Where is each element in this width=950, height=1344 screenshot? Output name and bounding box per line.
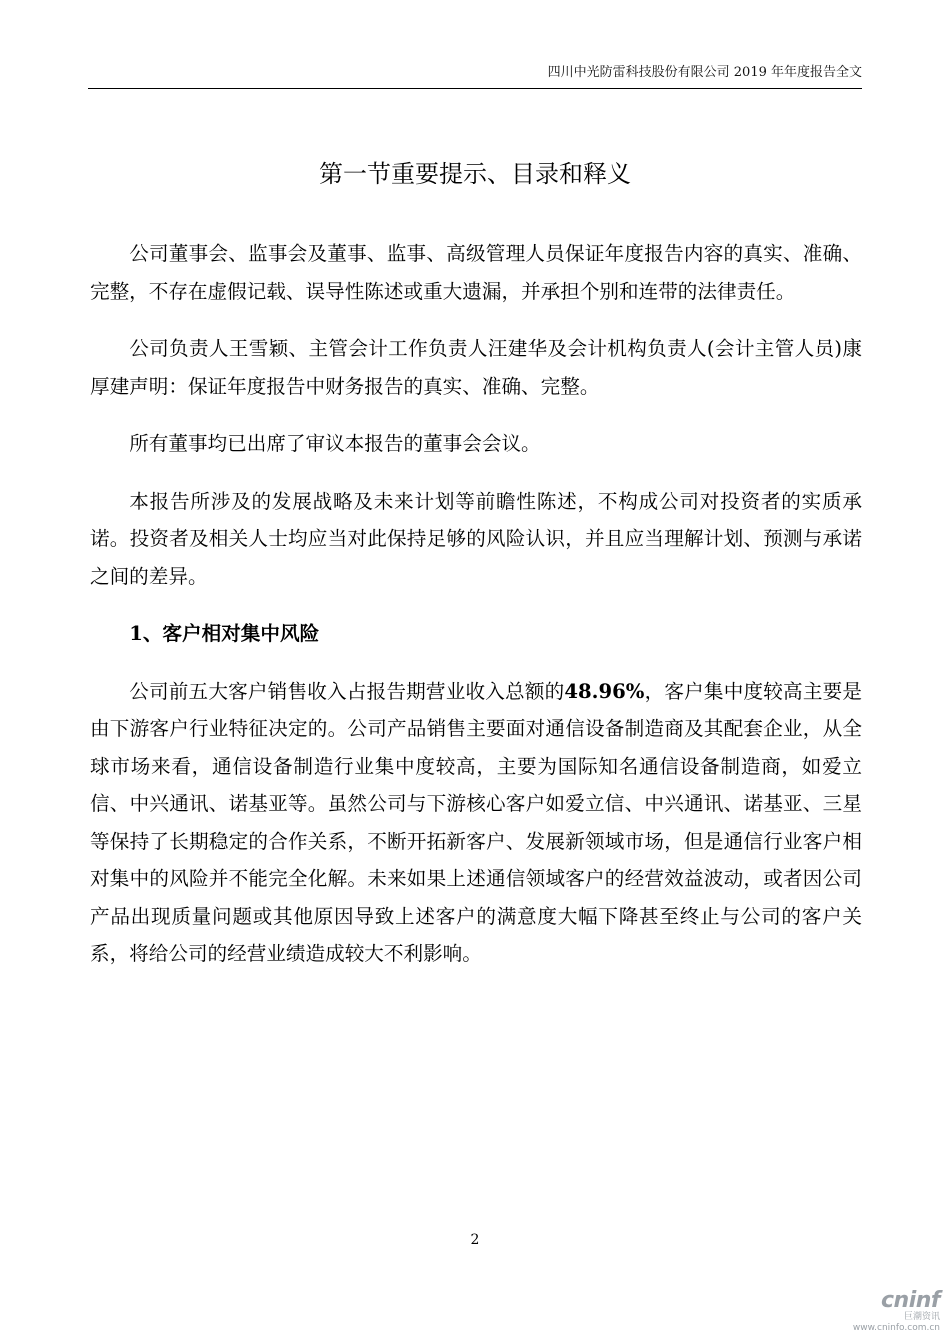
cninfo-logo: cninf [881, 1288, 940, 1313]
page-number: 2 [470, 1232, 480, 1248]
paragraph-directors-attendance: 所有董事均已出席了审议本报告的董事会会议。 [129, 432, 541, 455]
paragraph-responsible-persons: 公司负责人王雪颖、主管会计工作负责人汪建华及会计机构负责人(会计主管人员)康厚建声明：保证年度报告中财务报告的真实、准确、完整。 [90, 337, 862, 398]
cninfo-url: www.cninfo.com.cn [852, 1323, 940, 1333]
risk-heading: 1、客户相对集中风险 [129, 622, 320, 645]
paragraph-board-guarantee: 公司董事会、监事会及董事、监事、高级管理人员保证年度报告内容的真实、准确、完整，不存在虚假记载、误导性陈述或重大遗漏，并承担个别和连带的法律责任。 [90, 242, 862, 303]
p5-percent: 48.96% [564, 679, 645, 703]
cninfo-cn-name: 巨潮资讯 [903, 1312, 940, 1322]
header-text: 四川中光防雷科技股份有限公司 2019 年年度报告全文 [547, 65, 862, 80]
body-text [90, 235, 862, 993]
paragraph-customer-concentration [90, 673, 862, 973]
cninfo-watermark [830, 1290, 940, 1334]
p5-part1: 公司前五大客户销售收入占报告期营业收入总额的 [129, 679, 565, 703]
page-header [88, 62, 862, 89]
p5-part2: ，客户集中度较高主要是由下游客户行业特征决定的。公司产品销售主要面对通信设备制造商及其配套企业，从全球市场来看，通信设备制造行业集中度较高，主要为国际知名通信设备制造商，如爱立信、中兴通讯、诺基亚等。虽然公司与下游核心客户如爱立信、中兴通讯、诺基亚、三星等保持了长期稳定的合作关系，不断开拓新客户、发展新领域市场，但是通信行业客户相对集中的风险并不能完全化解。未来如果上述通信领域客户的经营效益波动，或者因公司产品出现质量问题或其他原因导致上述客户的满意度大幅下降甚至终止与公司的客户关系，将给公司的经营业绩造成较大不利影响。 [90, 679, 862, 965]
paragraph-forward-looking: 本报告所涉及的发展战略及未来计划等前瞻性陈述，不构成公司对投资者的实质承诺。投资者及相关人士均应当对此保持足够的风险认识，并且应当理解计划、预测与承诺之间的差异。 [90, 489, 862, 588]
section-title: 第一节重要提示、目录和释义 [319, 160, 631, 188]
